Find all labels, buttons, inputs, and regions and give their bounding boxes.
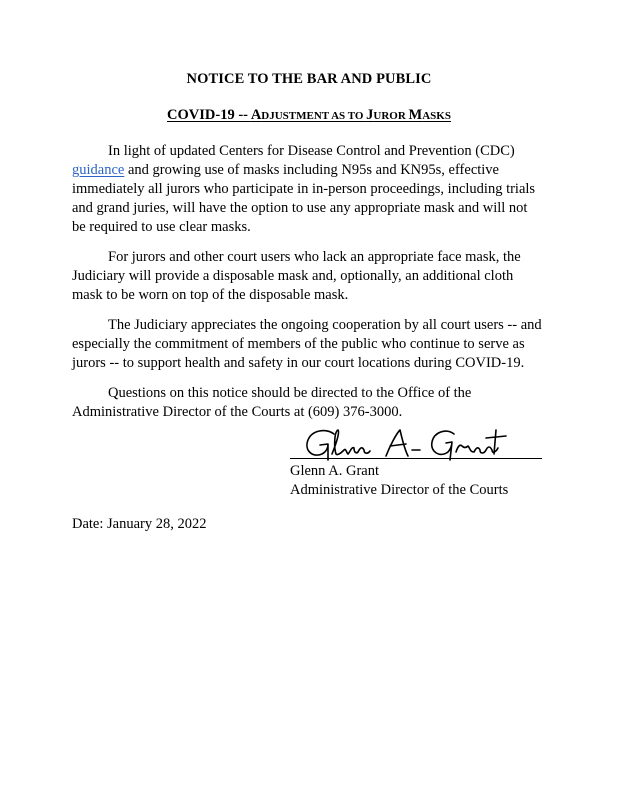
paragraph-3: The Judiciary appreciates the ongoing cooperation by all court users -- and especially the commitment of members of the public who continue to serve as jurors -- to support health and safety in our court locations during COVID-19. bbox=[72, 317, 542, 371]
paragraph-1: In light of updated Centers for Disease Control and Prevention (CDC) guidance and growing use of masks including N95s and KN95s, effective immediately all jurors who participate in in-person proceedings, including trials and grand juries, will have the option to use any appropriate mask and will not be required to use clear masks. bbox=[72, 143, 536, 235]
notice-date: Date: January 28, 2022 bbox=[72, 516, 207, 532]
signer-title: Administrative Director of the Courts bbox=[290, 482, 509, 498]
subtitle-text bbox=[167, 107, 451, 123]
subtitle-lead: COVID-19 -- bbox=[167, 107, 251, 123]
subtitle-part-1: ADJUSTMENT AS TO bbox=[250, 107, 367, 123]
handwritten-signature bbox=[290, 424, 542, 462]
notice-title: NOTICE TO THE BAR AND PUBLIC bbox=[186, 71, 432, 87]
subtitle-part-3: MASKS bbox=[408, 107, 451, 123]
signature-block bbox=[290, 424, 542, 500]
paragraph-2: For jurors and other court users who lack an appropriate face mask, the Judiciary will provide a disposable mask and, optionally, an additional cloth mask to be worn on top of the disposable mask. bbox=[72, 249, 521, 303]
guidance-link[interactable]: guidance bbox=[72, 162, 125, 178]
signer-name: Glenn A. Grant bbox=[290, 463, 379, 479]
subtitle-part-2: JUROR bbox=[366, 107, 409, 123]
notice-body bbox=[72, 142, 542, 433]
paragraph-4: Questions on this notice should be directed to the Office of the Administrative Director of the Courts at (609) 376-3000. bbox=[72, 385, 472, 420]
notice-subtitle bbox=[0, 107, 618, 124]
